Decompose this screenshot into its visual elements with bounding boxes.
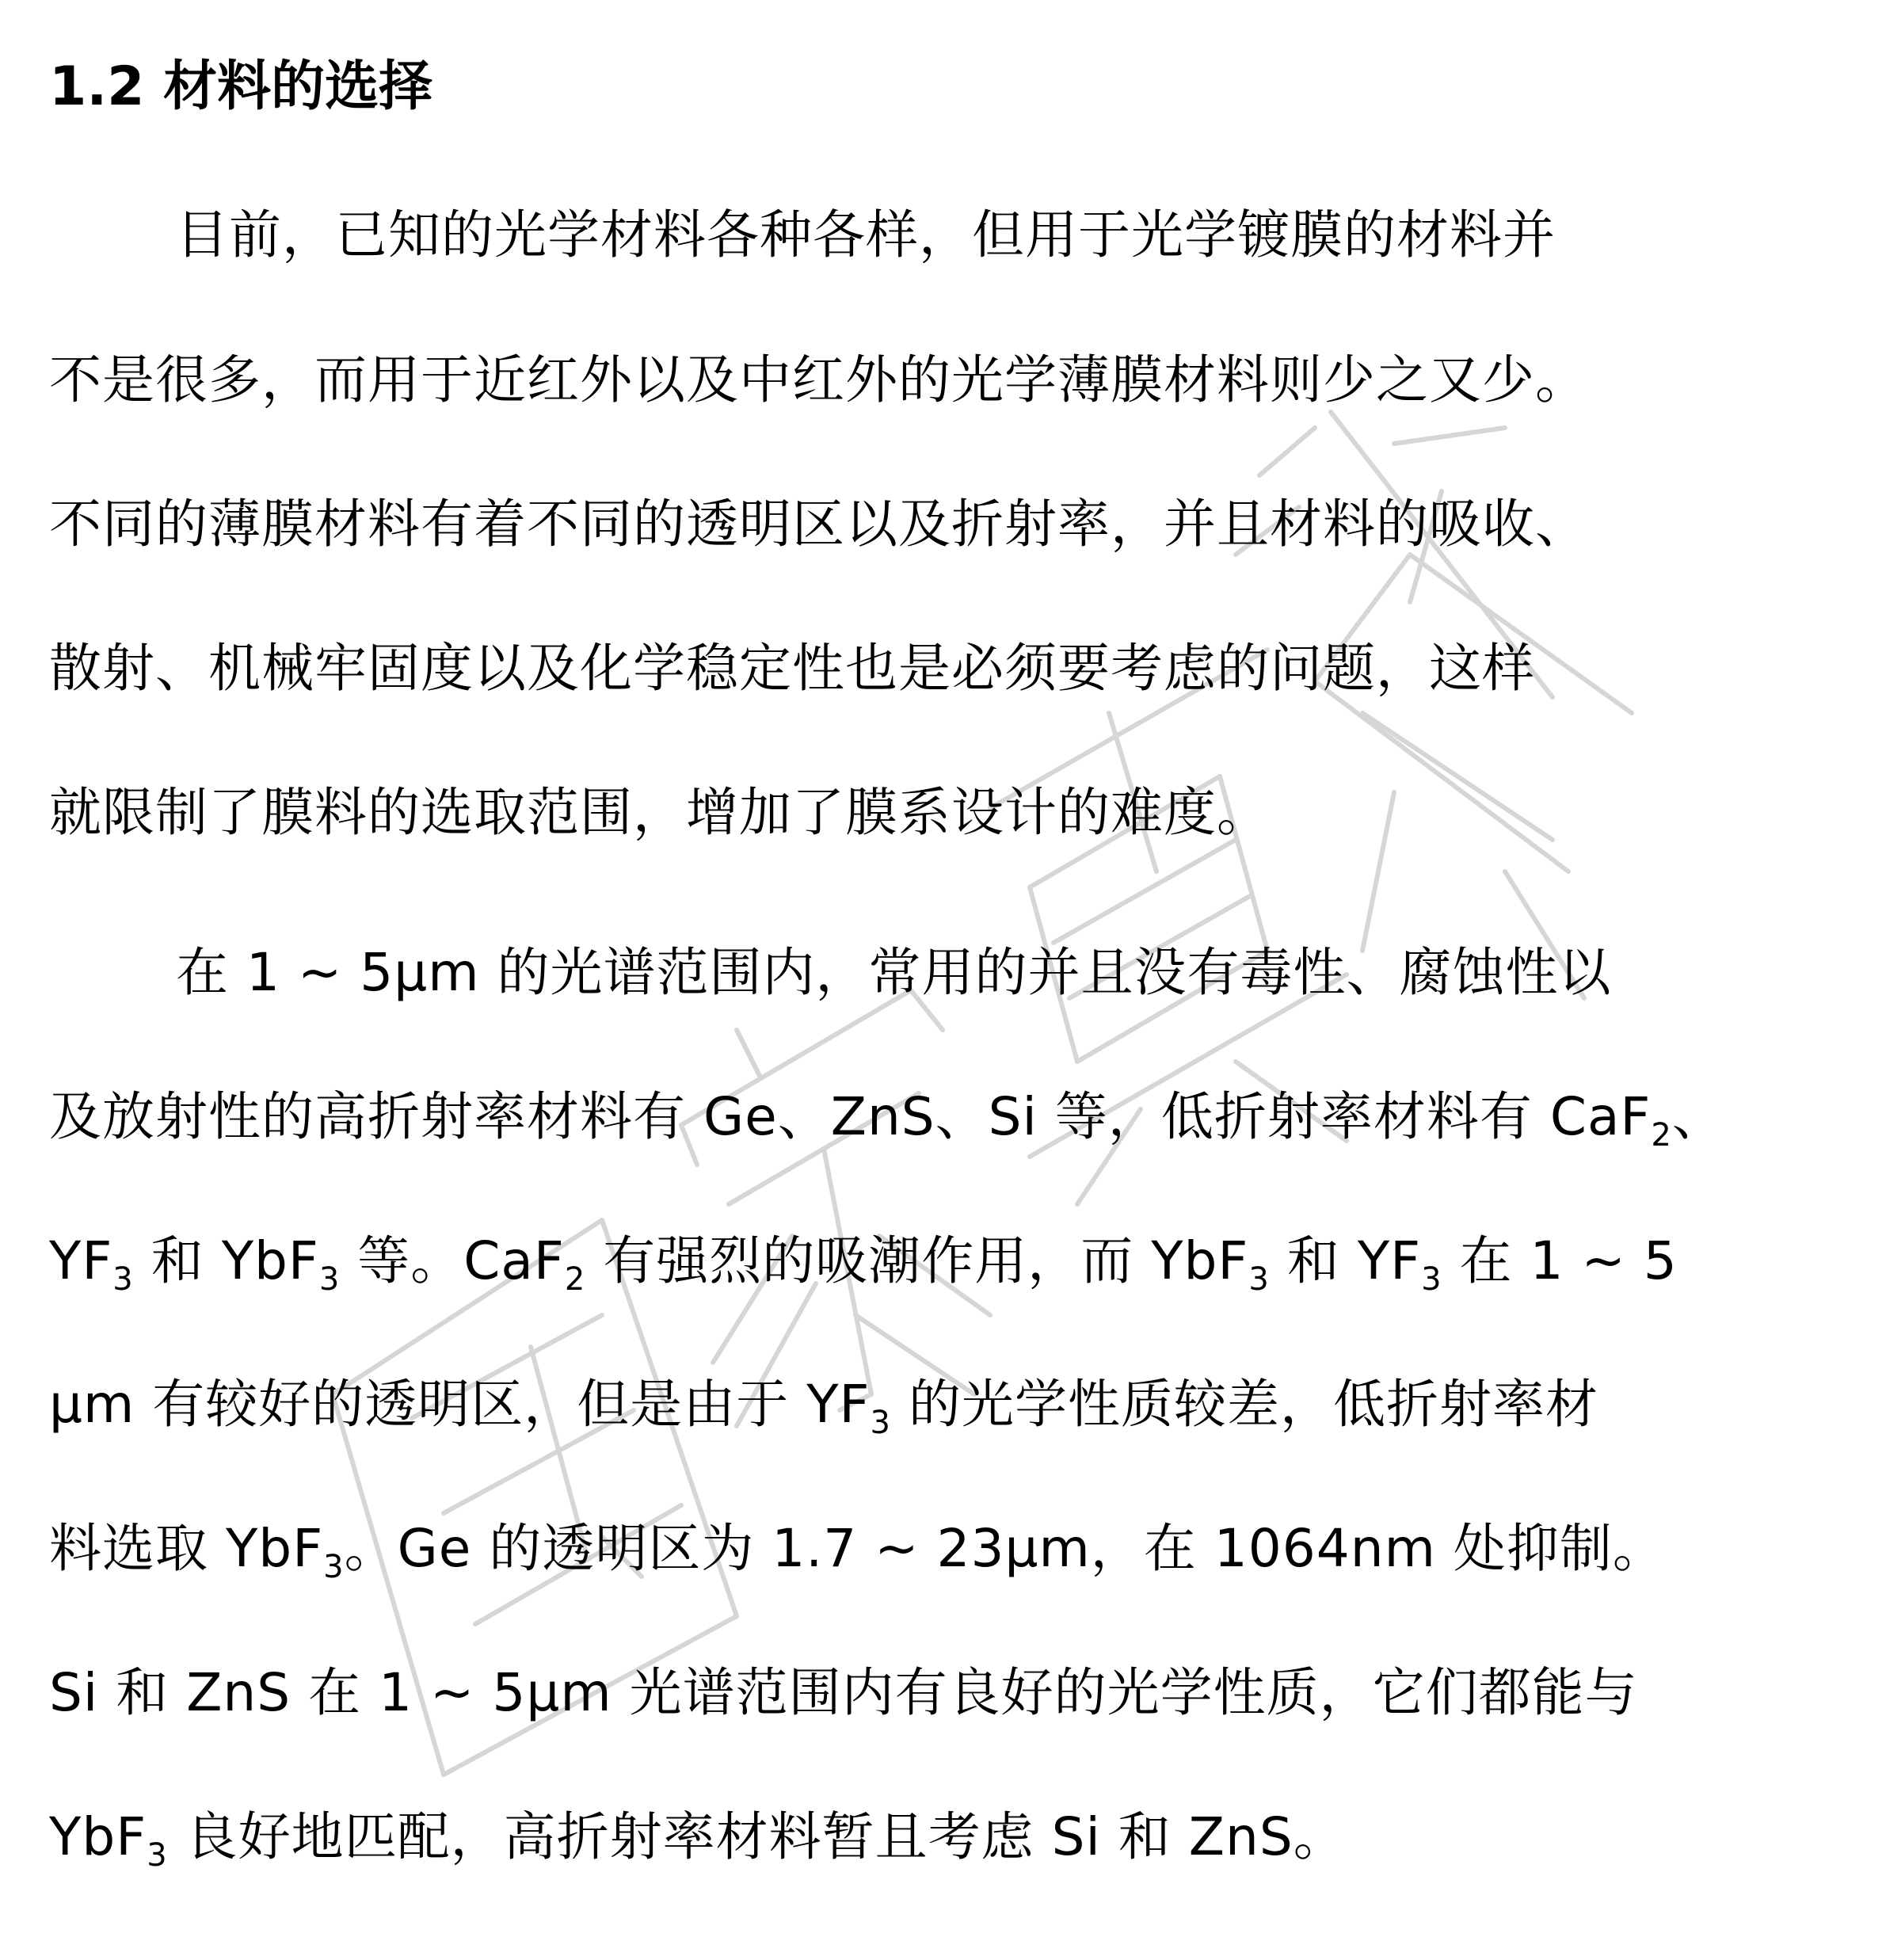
paragraph-line: 散射、机械牢固度以及化学稳定性也是必须要考虑的问题，这样 [49, 638, 1535, 699]
text-run: YbF [49, 1806, 147, 1867]
paragraph-line: 目前，已知的光学材料各种各样，但用于光学镀膜的材料并 [176, 204, 1556, 265]
text-run: 和 YF [1269, 1230, 1422, 1291]
text-run: 等。CaF [340, 1230, 565, 1291]
text-run: 料选取 YbF [49, 1518, 324, 1579]
paragraph-line [49, 1365, 1598, 1444]
paragraph-line: 在 1 ~ 5μm 的光谱范围内，常用的并且没有毒性、腐蚀性以 [176, 942, 1612, 1003]
subscript: 3 [112, 1261, 134, 1298]
paragraph-line: 不同的薄膜材料有着不同的透明区以及折射率，并且材料的吸收、 [49, 494, 1588, 555]
text-run: μm 有较好的透明区，但是由于 YF [49, 1374, 871, 1435]
paragraph-line [49, 1222, 1678, 1301]
subscript: 2 [1651, 1117, 1672, 1154]
subscript: 3 [147, 1837, 168, 1874]
paragraph-line: 就限制了膜料的选取范围，增加了膜系设计的难度。 [49, 782, 1270, 843]
text-run: 的光学性质较差，低折射率材 [890, 1374, 1598, 1435]
paragraph-line: Si 和 ZnS 在 1 ~ 5μm 光谱范围内有良好的光学性质，它们都能与 [49, 1662, 1638, 1723]
subscript: 2 [564, 1261, 586, 1298]
text-run: 。Ge 的透明区为 1.7 ~ 23μm，在 1064nm 处抑制。 [344, 1518, 1666, 1579]
watermark-char-jia [681, 990, 990, 1426]
text-run: 和 YbF [133, 1230, 319, 1291]
text-run: 有强烈的吸潮作用，而 YbF [585, 1230, 1249, 1291]
subscript: 3 [1421, 1261, 1442, 1298]
text-run: 在 1 ~ 5 [1442, 1230, 1678, 1291]
paragraph-line: 不是很多，而用于近红外以及中红外的光学薄膜材料则少之又少。 [49, 349, 1588, 410]
subscript: 3 [870, 1405, 891, 1441]
text-run: 及放射性的高折射率材料有 Ge、ZnS、Si 等，低折射率材料有 CaF [49, 1086, 1652, 1147]
text-run: 良好地匹配，高折射率材料暂且考虑 Si 和 ZnS。 [167, 1806, 1347, 1867]
text-run: 、 [1671, 1086, 1725, 1147]
paragraph-line [49, 1077, 1725, 1157]
paragraph-line [49, 1509, 1666, 1588]
subscript: 3 [323, 1549, 345, 1585]
paragraph-line [49, 1798, 1347, 1877]
text-run: YF [49, 1230, 113, 1291]
subscript: 3 [318, 1261, 341, 1298]
section-heading: 1.2 材料的选择 [49, 55, 433, 118]
subscript: 3 [1248, 1261, 1270, 1298]
